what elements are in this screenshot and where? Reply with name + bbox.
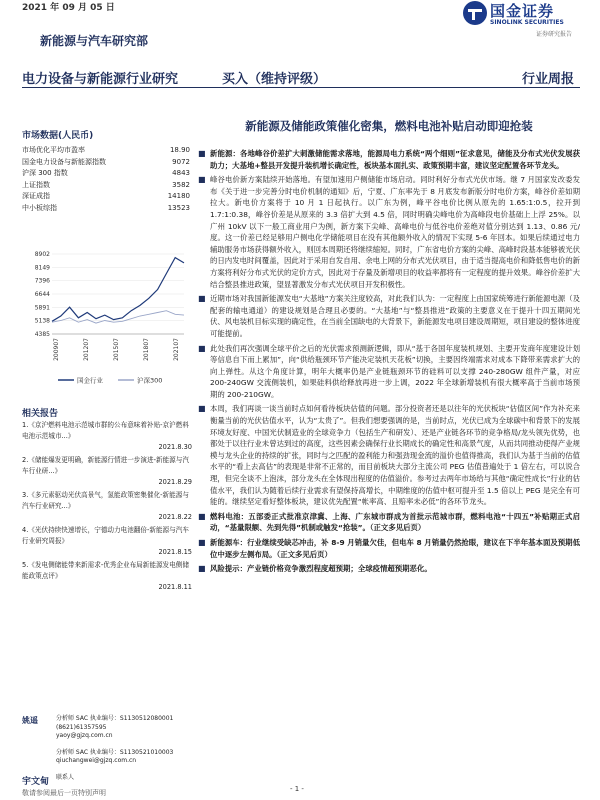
report-date: 2021 年 09 月 05 日 — [22, 3, 115, 13]
market-data-table — [22, 145, 190, 214]
logo-text-cn: 国金证券 — [490, 2, 555, 20]
paragraph-text: 燃料电池：五部委正式批准京津冀、上海、广东城市群成为首批示范城市群，燃料电池“十四五”补贴期正式启动，“基量限额、先到先得”机制或触发“抢装”。（正文多见后页） — [210, 511, 580, 533]
paragraph-text: 峰谷电价新方案陆续开始落地。有望加速用户侧储能市场启动。同时利好分布式光伏市场。继 7 月国家发改委发布《关于进一步完善分时电价机制的通知》后，宁夏、广东率先于 8 月底发布新版分时电价方案，峰谷价差如期拉大。新电价方案将于 10 月 1 日起执行。以广东为例，峰平谷电价比例从原先的 1.65:1:0.5，拉开到 1.7:1:0.38，峰谷价差是从原来的 3.3 倍扩大到 4.5 倍，同时明确尖峰电价为高峰段电价基础上上浮 25%。以广州 10kV 以下一般工商业用户为例，新方案下尖峰、高峰电价与低谷电价差绝对值分别达到 1.13、0.86 元/度。这一价差已经足够用户侧电化学储能项目在没有其他额外收入的情况下实现 5-6 年回本。如果后续通过电力辅助服务市场获得额外收入，则回本周期还将继续缩短。同时，广东省电价方案的尖峰、高峰时段基本能够被光伏的日内发电时间覆盖，因此对于采用自发自用、余电上网的分布式光伏项目，由于适当提高电价和降低售电价的新方案将利好分布式光伏的定价方式，因此对于存量及新增项目的收益率都将有一定程度的提升效果。峰谷价差扩大结合整县推进政策，望显著激发分布式光伏项目开发积极性。 — [210, 175, 580, 289]
paragraph-text: 本周，我们再谈一谈当前时点如何看待板块估值的问题。部分投资者还是以往年的光伏板块“估值区间”作为补充来衡量当前的光伏估值水平，认为“太贵了”。但我们想要强调的是，当前时点，光伏已成为全球碳中和背景下的发展环境友好度、中国光伏制造业的全球竞争力（包括生产和研发）、还是产业链各环节的竞争格局/龙头领先优势，也都处于以往行业未曾达到过的高度，这些因素会确保行业长期成长的确定性和高景气度，从而共同推动使得产业规模与龙头企业的持续的扩张，同时与之匹配的盈利能力和强劲现金流的溢价也值得推高，我们认为基于当前的估值水平的“看上去高估”的表现是非常不正常的，而目前板块大部分主流公司 PEG 估值普遍处于 1 倍左右，可以说合理，但完全谈不上泡沫，部分龙头在全体现出程度的估值溢价。参考过去两年市场给与其他“确定性成长”行业的估值水平，我们认为随着后续行业需求有望保持高增长，中期维度的估值中枢可提升至 1.5 倍以上 PEG 是完全有可能的。继续坚定看好整体板块，建议优先配置“帐率高、且赔率未必低”的各环节龙头。 — [210, 404, 580, 507]
market-data-row — [22, 203, 190, 215]
y-tick-label: 8149 — [34, 264, 50, 272]
market-data-label: 上证指数 — [22, 180, 50, 189]
x-tick-label: 202107 — [173, 338, 180, 361]
market-data-label: 国金电力设备与新能源指数 — [22, 157, 106, 166]
analyst-1-email[interactable]: yaoy@gjzq.com.cn — [56, 732, 113, 739]
contact-person — [22, 774, 192, 787]
x-tick-label: 201507 — [113, 338, 120, 361]
y-tick-label: 5891 — [34, 304, 50, 312]
market-data-value: 14180 — [167, 192, 190, 200]
analyst-2-email[interactable]: qiuchangwei@gjzq.com.cn — [56, 757, 137, 764]
paragraph-text: 新能源车：行业继续受缺芯冲击，补 8-9 月销量欠佳，但电车 8 月销量仍然抢眼，建议在下半年基本面及预期低位中逐步左侧布局。（正文多见后页） — [210, 538, 580, 559]
analyst-1 — [22, 715, 192, 741]
related-reports-list — [22, 420, 192, 595]
y-tick-label: 4385 — [34, 331, 50, 338]
report-type: 行业周报 — [521, 72, 574, 87]
market-data-panel — [22, 128, 190, 214]
related-report-date: 2021.8.29 — [158, 478, 192, 486]
bullet-square-icon: ■ — [198, 511, 206, 521]
industry-name: 电力设备与新能源行业研究 — [22, 72, 179, 87]
paragraph-text: 近期市场对我国新能源发电“大基地”方案关注度较高，对此我们认为：一定程度上由国家统筹进行新能源电源（及配套的输电通道）的建设规划是合理且必要的。“大基地”与“整县推进”政策的主要意义在于提升十四五期间光伏、风电装机目标实现的确定性，在当前全国缺电的大背景下，新能源发电项目建设周期短，项目建设的整体进度可能提前。 — [210, 294, 580, 338]
market-data-value: 9072 — [172, 157, 190, 166]
market-data-row — [22, 168, 190, 180]
report-header-bar — [22, 66, 580, 88]
body-paragraph — [198, 537, 580, 560]
market-data-row — [22, 145, 190, 157]
related-report-text: 5.《发电侧储能带来新需求-优秀企业布局新能源发电侧储能政策点评》 — [22, 561, 189, 580]
analyst-1-phone: (8621)61357595 — [56, 723, 107, 731]
series-line-1 — [52, 311, 184, 323]
related-reports-title: 相关报告 — [22, 409, 59, 419]
logo-mark-icon — [462, 0, 488, 26]
report-main-title: 新能源及储能政策催化密集，燃料电池补贴启动即迎抢装 — [245, 119, 533, 133]
report-body — [198, 148, 580, 578]
logo-text-en: SINOLINK SECURITIES — [490, 19, 564, 26]
paragraph-text: 此处我们再次强调全球平价之后的光伏需求预测新逻辑，即从“基于各国年度装机规划、主要开发商年度建设计划等信息自下而上累加”，向“供给瓶颈环节产能决定装机天花板”切换，主要因终端需求对成本下降带来需求扩大的向上弹性。从这个角度计算，明年大概率仍是产业链瓶颈环节的硅料可以支撑 240-280GW 组件产量，对应 200-240GW 交流侧装机，如果硅料供给释放再进一步上调，2022 年全球新增装机有很大概率高于当前市场预期的 200-210GW。 — [210, 343, 580, 399]
rating-label: 买入（维持评级） — [222, 72, 327, 87]
research-department: 新能源与汽车研究部 — [40, 34, 149, 48]
legend-label-industry: 国金行业 — [77, 376, 103, 385]
analyst-info — [22, 715, 192, 787]
x-tick-label: 201207 — [83, 338, 90, 361]
bullet-square-icon: ■ — [198, 404, 206, 414]
related-report-date: 2021.8.30 — [158, 443, 192, 451]
sinolink-logo — [462, 0, 592, 40]
market-data-row — [22, 157, 190, 169]
market-data-row — [22, 191, 190, 203]
market-data-title: 市场数据(人民币) — [22, 131, 94, 141]
related-report-date: 2021.8.11 — [158, 583, 192, 591]
y-tick-label: 7396 — [34, 277, 50, 285]
y-tick-label: 5138 — [34, 317, 50, 325]
market-data-value: 4843 — [172, 169, 190, 177]
logo-tagline: 证券研究报告 — [536, 31, 573, 38]
market-data-value: 3582 — [172, 180, 190, 189]
related-report-date: 2021.8.15 — [158, 548, 192, 556]
market-data-label: 中小板综指 — [22, 203, 57, 212]
market-data-label: 沪深 300 指数 — [22, 169, 68, 177]
chart-legend — [22, 374, 188, 386]
related-report-item[interactable] — [22, 455, 192, 488]
bullet-square-icon: ■ — [198, 538, 206, 547]
analyst-1-name: 姚遥 — [22, 716, 38, 725]
analyst-1-sac: 分析师 SAC 执业编号：S1130512080001 — [56, 715, 174, 722]
x-tick-label: 200907 — [53, 338, 60, 361]
chart-legend-items — [22, 374, 188, 386]
legend-label-hs300: 沪深300 — [137, 376, 163, 385]
bullet-square-icon: ■ — [198, 175, 206, 185]
body-paragraph — [198, 293, 580, 339]
bullet-square-icon: ■ — [198, 564, 206, 574]
contact-label: 联系人 — [56, 773, 75, 781]
analyst-2-sac: 分析师 SAC 执业编号：S1130521010003 — [56, 748, 174, 756]
body-paragraph — [198, 563, 580, 575]
related-report-item[interactable] — [22, 525, 192, 558]
market-data-value: 18.90 — [169, 146, 190, 154]
body-paragraph — [198, 174, 580, 290]
market-data-label: 市场优化平均市盈率 — [22, 146, 85, 154]
body-paragraph — [198, 511, 580, 534]
market-data-label: 深证成指 — [22, 192, 50, 200]
related-report-item[interactable] — [22, 490, 192, 523]
related-report-date: 2021.8.22 — [158, 513, 192, 521]
bullet-square-icon: ■ — [198, 149, 206, 158]
related-report-item[interactable] — [22, 420, 192, 453]
footer-disclaimer: 敬请参阅最后一页特别声明 — [22, 789, 106, 797]
market-data-value: 13523 — [167, 203, 190, 212]
analyst-2 — [22, 749, 192, 766]
bullet-square-icon: ■ — [198, 343, 206, 353]
paragraph-text: 风险提示：产业链价格竞争激烈程度超预期；全球疫情超预期恶化。 — [210, 564, 432, 574]
related-report-item[interactable] — [22, 560, 192, 593]
bullet-square-icon: ■ — [198, 294, 206, 304]
paragraph-text: 新能源：各地峰谷价差扩大刺激储能需求落地，能源局电力系统“两个细则”征求意见，储能及分布式光伏发展获助力；大基地+整县开发提升装机增长确定性，板块基本面扎实、政策预期丰富，建议坚定配置各环节龙头。 — [210, 149, 580, 170]
analyst-2-name — [22, 749, 56, 766]
body-paragraph — [198, 403, 580, 507]
related-report-text: 1.《京沪燃料电池示范城市群的公布意味着补贴-京沪燃料电池示范城市...》 — [22, 421, 189, 440]
related-report-text: 3.《多元素驱动光伏高景气，氢能政策密集催化-新能源与汽车行业研究...》 — [22, 491, 189, 510]
index-line-chart — [22, 250, 188, 380]
page-number: - 1 - — [290, 785, 304, 793]
body-paragraph — [198, 148, 580, 171]
y-tick-label: 8902 — [34, 251, 50, 258]
y-tick-label: 6644 — [34, 290, 50, 298]
contact-name: 宇文甸 — [22, 776, 50, 787]
related-report-text: 4.《光伏持续快速增长，宁德动力电池翻倍-新能源与汽车行业研究周报》 — [22, 526, 189, 545]
body-paragraph — [198, 343, 580, 401]
x-tick-label: 201807 — [143, 338, 150, 361]
market-data-row — [22, 180, 190, 192]
related-report-text: 2.《储能爆发更明确，新能源行情进一步演进-新能源与汽车行业研...》 — [22, 456, 189, 475]
